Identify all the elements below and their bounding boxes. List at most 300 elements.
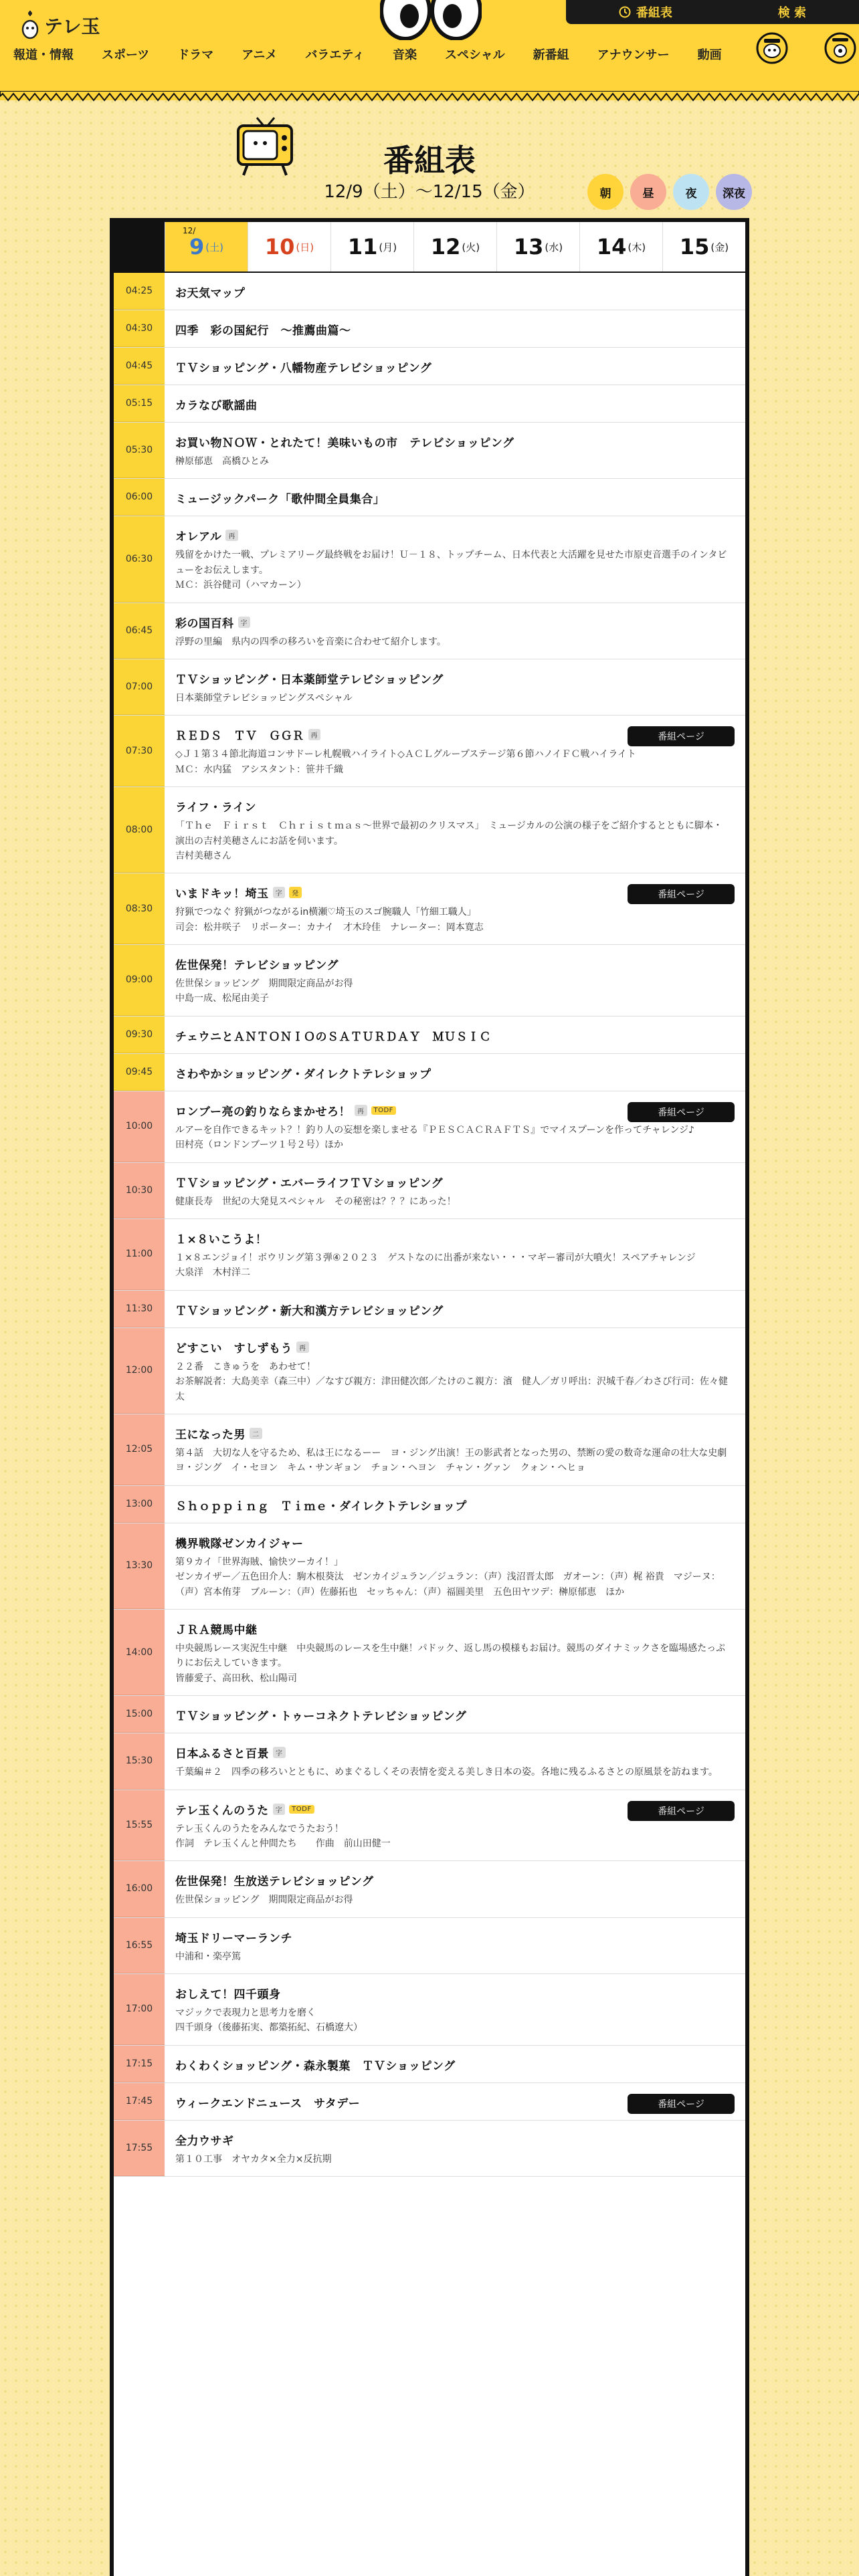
- day-tabs: [114, 222, 745, 273]
- program-description-line: 佐世保ショッピング 期間限定商品がお得: [175, 978, 353, 990]
- program-title-line: [175, 1707, 735, 1723]
- program-title[interactable]: どすこい すしずもう: [175, 1341, 292, 1356]
- tab-day-number: 14: [596, 234, 627, 259]
- program-row: [114, 1291, 745, 1328]
- tab-day-of-week: (金): [710, 241, 729, 253]
- program-description-line: 皆藤愛子、高田秋、松山陽司: [175, 1673, 297, 1684]
- program-row: [114, 273, 745, 310]
- tab-dow-text: 日: [300, 241, 310, 253]
- program-title-line: [175, 1065, 735, 1081]
- program-description-line: 浮野の里編 県内の四季の移ろいを音楽に合わせて紹介します。: [175, 636, 446, 647]
- program-title[interactable]: ＴＶショッピング・トゥーコネクトテレビショッピング: [175, 1710, 467, 1724]
- program-body: [165, 1291, 745, 1327]
- program-title-line: [175, 614, 735, 631]
- main-nav: [13, 43, 750, 66]
- tab-day-number: 11: [347, 234, 378, 259]
- program-page-button[interactable]: 番組ページ: [628, 726, 735, 746]
- program-list: [114, 273, 745, 2177]
- program-time: 08:00: [114, 787, 165, 873]
- tab-day-number: 9: [189, 234, 205, 259]
- program-badge: 発: [289, 887, 302, 898]
- program-title-line: [175, 1872, 735, 1889]
- program-time: 09:30: [114, 1016, 165, 1053]
- program-time: 12:00: [114, 1328, 165, 1414]
- program-description-line: ＭＣ：水内猛 アシスタント：笹井千織: [175, 764, 344, 775]
- program-time: 14:00: [114, 1610, 165, 1695]
- site-header: [0, 0, 859, 100]
- program-time: 04:45: [114, 348, 165, 385]
- tab-dow-text: 水: [549, 241, 559, 253]
- program-description-line: ヨ・ジング イ・セヨン キム・サンギョン チョン・ヘヨン チャン・グァン クォン・ヘヒョ: [175, 1463, 586, 1474]
- program-time: 17:00: [114, 1974, 165, 2045]
- program-title[interactable]: 埼玉ドリーマーランチ: [175, 1931, 292, 1945]
- program-row: [114, 1790, 745, 1862]
- tab-month: 12/: [183, 226, 196, 235]
- program-body: [165, 1696, 745, 1733]
- program-title-line: [175, 1301, 735, 1318]
- program-title[interactable]: オレアル: [175, 530, 222, 544]
- program-body: [165, 423, 745, 478]
- program-badge: 再: [225, 530, 238, 541]
- program-description-line: 狩猟でつなぐ 狩猟がつながるin横瀬♡埼玉のスゴ腕職人「竹細工職人」: [175, 907, 476, 918]
- program-row: [114, 787, 745, 873]
- program-time: 09:00: [114, 945, 165, 1016]
- program-title[interactable]: 王になった男: [175, 1428, 246, 1442]
- program-description: [175, 635, 735, 649]
- program-title[interactable]: わくわくショッピング・森永製菓 ＴＶショッピング: [175, 2059, 456, 2073]
- program-row: [114, 1610, 745, 1696]
- program-row: [114, 1486, 745, 1523]
- program-description-line: 中島一成、松尾由美子: [175, 993, 269, 1004]
- tab-dow-text: 月: [383, 241, 393, 253]
- program-title[interactable]: さわやかショッピング・ダイレクトテレショップ: [175, 1067, 432, 1081]
- program-time: 13:30: [114, 1523, 165, 1609]
- nav-item-news[interactable]: 報道・情報: [13, 48, 74, 62]
- tab-day-15[interactable]: [662, 222, 745, 272]
- program-title-line: [175, 284, 735, 300]
- program-body: [165, 479, 745, 516]
- program-row: [114, 1219, 745, 1291]
- program-title-line: [175, 1027, 735, 1044]
- program-description-line: ＭＣ：浜谷健司（ハマカーン）: [175, 580, 306, 591]
- program-row: [114, 1974, 745, 2046]
- date-range: 12/9（土）〜12/15（金）: [324, 182, 535, 202]
- program-description-line: マジックで表現力と思考力を磨く: [175, 2008, 316, 2019]
- program-title-line: [175, 1620, 735, 1637]
- program-body: [165, 273, 745, 310]
- program-title-line: [175, 527, 735, 544]
- program-row: [114, 1016, 745, 1054]
- program-badge: TODF: [289, 1805, 314, 1814]
- program-badge: 字: [273, 1747, 286, 1758]
- nav-item-anime[interactable]: アニメ: [242, 48, 278, 62]
- program-badge: 字: [273, 1804, 286, 1815]
- program-time: 15:00: [114, 1696, 165, 1733]
- program-title-line: [175, 1230, 735, 1247]
- program-body: [165, 1523, 745, 1609]
- nav-item-drama[interactable]: ドラマ: [177, 48, 214, 62]
- program-row: [114, 1861, 745, 1917]
- tab-day-of-week: (木): [628, 241, 646, 253]
- program-description-line: １×８エンジョイ！ボウリング第３弾④２０２３ ゲストなのに出番が来ない・・・マギー審司が大噴火！スペアチャレンジ: [175, 1253, 696, 1264]
- tab-day-number: 10: [264, 234, 295, 259]
- program-title[interactable]: 彩の国百科: [175, 617, 234, 631]
- program-body: [165, 310, 745, 347]
- program-badge: 再: [308, 729, 321, 740]
- band-evening-button[interactable]: 夜: [673, 174, 709, 210]
- tab-day-number: 13: [513, 234, 544, 259]
- tab-day-of-week: (日): [296, 241, 314, 253]
- program-body: [165, 2046, 745, 2082]
- program-row: [114, 1054, 745, 1091]
- program-title-line: [175, 1425, 735, 1442]
- tab-day-of-week: (火): [462, 241, 480, 253]
- program-body: [165, 1790, 745, 1861]
- program-time: 17:55: [114, 2121, 165, 2176]
- program-description: [175, 1123, 735, 1153]
- program-title[interactable]: ＴＶショッピング・日本薬師堂テレビショッピング: [175, 673, 444, 687]
- program-time: 07:30: [114, 716, 165, 786]
- program-title[interactable]: ＴＶショッピング・新大和漢方テレビショッピング: [175, 1304, 444, 1318]
- program-row: [114, 2046, 745, 2083]
- program-badge: 字: [273, 887, 286, 898]
- program-title[interactable]: 全力ウサギ: [175, 2134, 234, 2148]
- program-description-line: 田村亮（ロンドンブーツ１号２号）ほか: [175, 1140, 344, 1151]
- program-time: 15:30: [114, 1733, 165, 1789]
- program-title[interactable]: テレ玉くんのうた: [175, 1804, 269, 1818]
- program-body: [165, 659, 745, 715]
- program-description-line: 司会：松井咲子 リポーター：カナイ 才木玲佳 ナレーター：岡本寛志: [175, 922, 484, 933]
- program-title-line: [175, 433, 735, 450]
- program-description-line: ◇Ｊ１第３４節北海道コンサドーレ札幌戦ハイライト◇ＡＣＬグループステージ第６節ハノイＦＣ戦ハイライト: [175, 749, 636, 760]
- tab-day-9[interactable]: [165, 222, 248, 272]
- program-description-line: 千葉編＃２ 四季の移ろいとともに、めまぐるしくその表情を変える美しき日本の姿。各地に残るふるさとの原風景を訪ねます。: [175, 1767, 718, 1778]
- program-row: [114, 385, 745, 423]
- program-description-line: 大泉洋 木村洋二: [175, 1267, 250, 1279]
- program-time: 06:30: [114, 516, 165, 602]
- program-title[interactable]: 日本ふるさと百景: [175, 1747, 269, 1761]
- program-title-line: [175, 1534, 735, 1551]
- tab-dow-text: 金: [714, 241, 725, 253]
- program-title-line: [175, 490, 735, 506]
- nav-icon-group: [755, 31, 858, 66]
- program-row: [114, 2083, 745, 2121]
- program-row: [114, 310, 745, 348]
- program-description: [175, 2152, 735, 2167]
- utility-bar: [566, 0, 859, 24]
- tab-dow-text: 木: [632, 241, 642, 253]
- program-title-line: [175, 321, 735, 338]
- program-body: [165, 1974, 745, 2045]
- program-description-line: ゼンカイザー／五色田介人：駒木根葵汰 ゼンカイジュラン／ジュラン：（声）浅沼晋太郎 ガオーン：（声）梶 裕貴 マジーヌ：（声）宮本侑芽 ブルーン：（声）佐藤拓也 セッちゃん：（声）福圓美里 五色田ヤツデ：榊原郁恵 ほか: [175, 1572, 721, 1598]
- program-badge: 字: [238, 617, 251, 628]
- program-guide-label: 番組表: [636, 6, 672, 20]
- program-row: [114, 348, 745, 385]
- title-area: [0, 112, 859, 206]
- program-badge: TODF: [371, 1106, 396, 1115]
- program-body: [165, 1414, 745, 1485]
- header-zigzag: [0, 91, 859, 102]
- mascot-eyes-icon: [380, 0, 482, 40]
- program-title-line: [175, 2056, 735, 2073]
- program-title[interactable]: ミュージックパーク「歌仲間全員集合」: [175, 493, 385, 507]
- program-time: 09:45: [114, 1054, 165, 1091]
- schedule-table: [110, 218, 749, 2576]
- time-band-selector: [587, 174, 752, 210]
- program-title[interactable]: 佐世保発！テレビショッピング: [175, 959, 339, 973]
- program-description: [175, 976, 735, 1006]
- tab-day-of-week: (水): [545, 241, 563, 253]
- program-body: [165, 945, 745, 1016]
- program-title[interactable]: 佐世保発！生放送テレビショッピング: [175, 1875, 374, 1889]
- program-body: [165, 1610, 745, 1695]
- nav-item-announcers[interactable]: アナウンサー: [597, 48, 670, 62]
- program-body: [165, 787, 745, 873]
- program-time: 06:00: [114, 479, 165, 516]
- program-description-line: お茶解説者：大島美幸（森三中）／なすび親方：津田健次郎／たけのこ親方：濱 健人／ガリ呼出：沢城千春／わさび行司：佐々健太: [175, 1376, 728, 1402]
- program-time: 15:55: [114, 1790, 165, 1861]
- site-logo[interactable]: [21, 9, 100, 41]
- tab-day-12[interactable]: [413, 222, 496, 272]
- program-description: [175, 905, 735, 935]
- page-title: 番組表: [383, 142, 476, 179]
- program-description-line: テレ玉くんのうたをみんなでうたおう！: [175, 1823, 344, 1834]
- nav-item-new-programs[interactable]: 新番組: [533, 48, 569, 62]
- tab-dow-text: 土: [209, 241, 220, 253]
- program-description: [175, 1893, 735, 1907]
- tab-day-14[interactable]: [579, 222, 662, 272]
- program-title[interactable]: チェウニとＡＮＴＯＮＩＯのＳＡＴＵＲＤＡＹ ＭＵＳＩＣ: [175, 1030, 491, 1044]
- program-description: [175, 548, 735, 593]
- program-row: [114, 1918, 745, 1974]
- nav-item-sports[interactable]: スポーツ: [102, 48, 150, 62]
- program-guide-link[interactable]: [619, 3, 672, 21]
- logo-text: テレ玉: [44, 15, 100, 37]
- search-link[interactable]: [778, 3, 806, 21]
- program-time: 12:05: [114, 1414, 165, 1485]
- program-row: [114, 479, 745, 516]
- program-title[interactable]: カラなび歌謡曲: [175, 399, 258, 413]
- program-time: 13:00: [114, 1486, 165, 1523]
- program-description: [175, 1822, 735, 1852]
- program-time: 10:00: [114, 1091, 165, 1162]
- program-description-line: 榊原郁恵 高橋ひとみ: [175, 456, 269, 467]
- program-title[interactable]: ＴＶショッピング・八幡物産テレビショッピング: [175, 362, 432, 375]
- program-title-line: [175, 358, 735, 375]
- program-title[interactable]: 四季 彩の国紀行 〜推薦曲篇〜: [175, 324, 351, 338]
- program-title-line: [175, 1339, 735, 1356]
- program-row: [114, 603, 745, 659]
- program-description-line: 第９カイ「世界海賊、愉快ツーカイ！」: [175, 1556, 343, 1568]
- program-title[interactable]: ＲＥＤＳ ＴＶ ＧＧＲ: [175, 730, 304, 744]
- program-title-line: [175, 1497, 735, 1513]
- program-time: 11:00: [114, 1219, 165, 1290]
- program-time: 05:30: [114, 423, 165, 478]
- nav-item-music[interactable]: 音楽: [392, 48, 417, 62]
- program-title[interactable]: ＪＲＡ競馬中継: [175, 1623, 258, 1637]
- program-body: [165, 1054, 745, 1091]
- program-description-line: ルアーを自作できるキット？！釣り人の妄想を楽しませる『ＰＥＳＣＡＣＲＡＦＴＳ』でマイスプーンを作ってチャレンジ♪: [175, 1124, 694, 1136]
- search-label: 検 索: [777, 6, 807, 20]
- program-badge: 再: [296, 1341, 309, 1353]
- program-description-line: ２２番 こきゅうを あわせて！: [175, 1361, 316, 1372]
- program-title-line: [175, 1985, 735, 2002]
- program-row: [114, 516, 745, 603]
- program-body: [165, 1016, 745, 1053]
- program-description: [175, 1641, 735, 1686]
- tab-day-of-week: (土): [205, 241, 223, 253]
- program-description: [175, 819, 735, 863]
- program-body: [165, 1163, 745, 1218]
- program-title[interactable]: いまドキッ！埼玉: [175, 887, 269, 901]
- program-description-line: 作詞 テレ玉くんと仲間たち 作曲 前山田健一: [175, 1838, 391, 1849]
- program-body: [165, 1328, 745, 1414]
- program-description: [175, 691, 735, 706]
- program-description-line: 中央競馬レース実況生中継 中央競馬のレースを生中継！パドック、返し馬の模様もお届け。競馬のダイナミックさを臨場感たっぷりにお伝えしていきます。: [175, 1642, 726, 1669]
- program-description: [175, 747, 735, 777]
- program-title-line: [175, 1174, 735, 1190]
- band-latenight-button[interactable]: 深夜: [716, 174, 752, 210]
- program-body: [165, 1733, 745, 1789]
- program-title-line: [175, 2131, 735, 2148]
- program-body: [165, 873, 745, 944]
- program-body: [165, 1486, 745, 1523]
- program-time: 06:45: [114, 603, 165, 659]
- tab-day-13[interactable]: [496, 222, 579, 272]
- program-title-line: [175, 1929, 735, 1945]
- program-row: [114, 1414, 745, 1486]
- program-title[interactable]: お買い物ＮＯＷ・とれたて！美味いもの市 テレビショッピング: [175, 437, 514, 450]
- mascot-icon: [21, 11, 39, 40]
- program-badge: 再: [355, 1105, 367, 1116]
- program-description-line: 「Ｔｈｅ Ｆｉｒｓｔ Ｃｈｒｉｓｔｍａｓ〜世界で最初のクリスマス」 ミュージカルの公演の様子をご紹介するとともに脚本・演出の吉村美穂さんにお話を伺います。: [175, 821, 723, 847]
- program-page-button[interactable]: 番組ページ: [628, 884, 735, 904]
- day-tabs-corner: [114, 222, 165, 272]
- program-title-line: [175, 1744, 735, 1761]
- tab-dow-text: 火: [466, 241, 476, 253]
- program-description: [175, 1251, 735, 1281]
- program-body: [165, 1918, 745, 1973]
- tv-icon: [234, 115, 296, 178]
- program-description-line: 四千頭身（後藤拓実、都築拓紀、石橋遼大）: [175, 2022, 363, 2034]
- program-time: 04:30: [114, 310, 165, 347]
- program-body: [165, 385, 745, 422]
- mascot-badge-icon[interactable]: [755, 31, 789, 66]
- program-body: [165, 516, 745, 602]
- program-row: [114, 1328, 745, 1414]
- program-page-button[interactable]: 番組ページ: [628, 1102, 735, 1122]
- program-description: [175, 1446, 735, 1476]
- program-title[interactable]: ＴＶショッピング・エバーライフＴＶショッピング: [175, 1176, 444, 1190]
- program-body: [165, 603, 745, 659]
- program-row: [114, 873, 745, 945]
- program-title-line: [175, 956, 735, 972]
- program-body: [165, 2121, 745, 2176]
- program-time: 05:15: [114, 385, 165, 422]
- program-time: 07:00: [114, 659, 165, 715]
- program-row: [114, 716, 745, 787]
- program-title[interactable]: お天気マップ: [175, 287, 246, 300]
- program-description: [175, 1555, 735, 1600]
- program-title-line: [175, 798, 735, 815]
- program-page-button[interactable]: 番組ページ: [628, 2094, 735, 2114]
- tab-day-number: 12: [430, 234, 461, 259]
- program-title[interactable]: ライフ・ライン: [175, 801, 256, 815]
- band-daytime-button[interactable]: 昼: [630, 174, 666, 210]
- program-title[interactable]: Ｓｈｏｐｐｉｎｇ Ｔｉｍｅ・ダイレクトテレショップ: [175, 1499, 467, 1513]
- program-badge: 二: [250, 1428, 262, 1439]
- nav-item-variety[interactable]: バラエティ: [305, 48, 365, 62]
- program-row: [114, 1733, 745, 1790]
- program-time: 10:30: [114, 1163, 165, 1218]
- program-title[interactable]: おしえて！四千頭身: [175, 1988, 281, 2002]
- program-description: [175, 1194, 735, 1209]
- program-row: [114, 2121, 745, 2177]
- program-title[interactable]: １×８いこうよ！: [175, 1233, 268, 1247]
- program-time: 17:45: [114, 2083, 165, 2120]
- program-description-line: 吉村美穂さん: [175, 850, 231, 861]
- clock-icon: [619, 6, 631, 18]
- program-time: 16:00: [114, 1861, 165, 1917]
- program-description-line: 第４話 大切な人を守るため、私は王になるーー ヨ・ジング出演！王の影武者となった男の、禁断の愛の数奇な運命の壮大な史劇: [175, 1447, 727, 1459]
- program-time: 11:30: [114, 1291, 165, 1327]
- program-description: [175, 454, 735, 469]
- tab-day-10[interactable]: [248, 222, 330, 272]
- program-title[interactable]: ウィークエンドニュース サタデー: [175, 2097, 361, 2111]
- program-description-line: 健康長寿 世紀の大発見スペシャル その秘密は？？？にあった！: [175, 1196, 456, 1207]
- program-description: [175, 1765, 735, 1780]
- tab-day-of-week: (月): [379, 241, 397, 253]
- program-description-line: 佐世保ショッピング 期間限定商品がお得: [175, 1895, 353, 1906]
- program-time: 08:30: [114, 873, 165, 944]
- program-body: [165, 1861, 745, 1917]
- program-description-line: 残留をかけた一戦、プレミアリーグ最終戦をお届け！Ｕ－１８、トップチーム、日本代表と大活躍を見せた市原吏音選手のインタビューをお伝えします。: [175, 550, 727, 576]
- program-row: [114, 1523, 745, 1610]
- program-description: [175, 1949, 735, 1964]
- program-body: [165, 2083, 745, 2120]
- program-row: [114, 945, 745, 1016]
- program-title-line: [175, 670, 735, 687]
- program-description-line: 第１０工事 オヤカタ×全力×反抗期: [175, 2153, 332, 2165]
- program-row: [114, 1163, 745, 1219]
- program-body: [165, 348, 745, 385]
- nav-item-special[interactable]: スペシャル: [444, 48, 505, 62]
- program-row: [114, 1091, 745, 1163]
- program-description-line: 日本薬師堂テレビショッピングスペシャル: [175, 692, 353, 704]
- tab-day-11[interactable]: [330, 222, 413, 272]
- program-title-line: [175, 396, 735, 413]
- program-row: [114, 423, 745, 479]
- band-morning-button[interactable]: 朝: [587, 174, 624, 210]
- program-page-button[interactable]: 番組ページ: [628, 1801, 735, 1821]
- tab-day-number: 15: [679, 234, 710, 259]
- program-description: [175, 1360, 735, 1404]
- program-body: [165, 716, 745, 786]
- program-time: 04:25: [114, 273, 165, 310]
- program-row: [114, 659, 745, 716]
- program-title[interactable]: 機界戦隊ゼンカイジャー: [175, 1537, 304, 1551]
- program-description: [175, 2006, 735, 2036]
- program-body: [165, 1091, 745, 1162]
- digital-badge-icon[interactable]: [823, 31, 858, 66]
- nav-item-videos[interactable]: 動画: [697, 48, 722, 62]
- program-row: [114, 1696, 745, 1733]
- program-time: 17:15: [114, 2046, 165, 2082]
- program-title[interactable]: ロンブー亮の釣りならまかせろ！: [175, 1105, 351, 1119]
- program-description-line: 中浦和・楽亭篤: [175, 1951, 241, 1962]
- program-time: 16:55: [114, 1918, 165, 1973]
- program-body: [165, 1219, 745, 1290]
